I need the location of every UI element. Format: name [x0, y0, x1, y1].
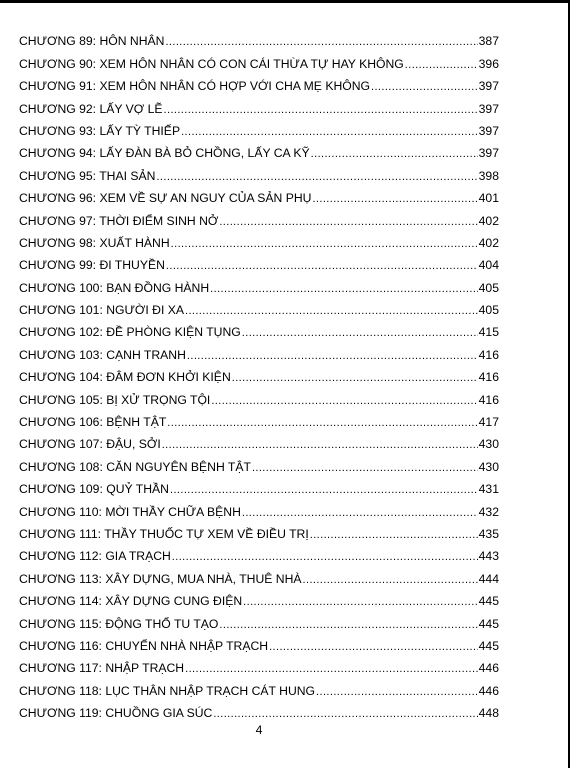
toc-entry-page: 416	[478, 370, 499, 385]
toc-entry	[19, 93, 499, 115]
toc-dot-leader	[210, 281, 477, 295]
toc-entry	[19, 474, 499, 496]
toc-dot-leader	[243, 594, 478, 608]
toc-entry-title: CHƯƠNG 116: CHUYỂN NHÀ NHẬP TRẠCH	[19, 638, 269, 653]
toc-entry	[19, 138, 499, 160]
toc-entry-page: 405	[478, 280, 499, 295]
toc-entry-title: CHƯƠNG 96: XEM VỀ SỰ AN NGUY CỦA SẢN PHỤ	[19, 191, 312, 206]
toc-entry	[19, 26, 499, 48]
toc-dot-leader	[405, 57, 478, 71]
toc-entry	[19, 407, 499, 429]
toc-entry	[19, 496, 499, 518]
toc-entry-title: CHƯƠNG 97: THỜI ĐIỂM SINH NỞ	[19, 213, 219, 228]
toc-entry-title: CHƯƠNG 109: QUỶ THẦN	[19, 482, 169, 497]
toc-entry-page: 417	[478, 415, 499, 430]
toc-entry	[19, 653, 499, 675]
toc-entry	[19, 250, 499, 272]
toc-entry-title: CHƯƠNG 118: LỤC THÂN NHẬP TRẠCH CÁT HUNG	[19, 683, 316, 698]
toc-dot-leader	[303, 572, 478, 586]
toc-dot-leader	[162, 437, 478, 451]
toc-entry-title: CHƯƠNG 117: NHẬP TRẠCH	[19, 661, 185, 676]
toc-entry-page: 446	[478, 683, 499, 698]
toc-dot-leader	[171, 236, 478, 250]
toc-entry-title: CHƯƠNG 101: NGƯỜI ĐI XA	[19, 303, 184, 318]
top-border-rule	[0, 0, 570, 3]
toc-entry-title: CHƯƠNG 99: ĐI THUYỀN	[19, 258, 165, 273]
toc-entry	[19, 362, 499, 384]
toc-entry-page: 430	[478, 459, 499, 474]
toc-dot-leader	[185, 303, 478, 317]
toc-entry	[19, 339, 499, 361]
toc-dot-leader	[213, 706, 477, 720]
toc-dot-leader	[172, 549, 478, 563]
toc-entry-title: CHƯƠNG 89: HÔN NHÂN	[19, 34, 165, 49]
toc-dot-leader	[311, 146, 478, 160]
toc-entry-page: 435	[478, 526, 499, 541]
toc-dot-leader	[252, 460, 478, 474]
toc-entry-title: CHƯƠNG 108: CĂN NGUYÊN BỆNH TẬT	[19, 459, 251, 474]
toc-entry-page: 415	[478, 325, 499, 340]
toc-entry	[19, 586, 499, 608]
toc-entry-page: 445	[478, 638, 499, 653]
toc-dot-leader	[181, 124, 478, 138]
toc-dot-leader	[219, 214, 477, 228]
toc-entry	[19, 160, 499, 182]
toc-dot-leader	[167, 415, 477, 429]
toc-entry	[19, 519, 499, 541]
toc-entry-page: 446	[478, 661, 499, 676]
toc-dot-leader	[156, 169, 477, 183]
toc-entry-page: 445	[478, 616, 499, 631]
toc-entry-page: 416	[478, 347, 499, 362]
toc-entry-page: 445	[478, 594, 499, 609]
toc-entry-page: 397	[478, 123, 499, 138]
table-of-contents	[19, 26, 499, 720]
toc-entry-title: CHƯƠNG 102: ĐỀ PHÒNG KIỆN TỤNG	[19, 325, 241, 340]
toc-entry	[19, 228, 499, 250]
toc-entry-title: CHƯƠNG 93: LẤY TỲ THIẾP	[19, 123, 181, 138]
toc-dot-leader	[312, 191, 477, 205]
toc-entry	[19, 429, 499, 451]
toc-entry-title: CHƯƠNG 107: ĐẬU, SỞI	[19, 437, 161, 452]
toc-entry-title: CHƯƠNG 119: CHUỒNG GIA SÚC	[19, 706, 213, 721]
toc-entry-title: CHƯƠNG 91: XEM HÔN NHÂN CÓ HỢP VỚI CHA MẸ KHÔNG	[19, 79, 371, 94]
toc-dot-leader	[164, 102, 478, 116]
toc-dot-leader	[316, 684, 478, 698]
toc-entry-title: CHƯƠNG 92: LẤY VỢ LẼ	[19, 101, 163, 116]
toc-entry	[19, 183, 499, 205]
toc-entry	[19, 698, 499, 720]
toc-entry	[19, 451, 499, 473]
toc-dot-leader	[232, 370, 478, 384]
toc-entry	[19, 205, 499, 227]
toc-entry-page: 431	[478, 482, 499, 497]
toc-entry-title: CHƯƠNG 113: XÂY DỰNG, MUA NHÀ, THUÊ NHÀ	[19, 571, 302, 586]
toc-entry	[19, 71, 499, 93]
toc-entry-page: 430	[478, 437, 499, 452]
toc-dot-leader	[211, 393, 477, 407]
toc-entry	[19, 295, 499, 317]
toc-entry	[19, 675, 499, 697]
toc-entry-title: CHƯƠNG 103: CẠNH TRANH	[19, 347, 186, 362]
toc-entry-title: CHƯƠNG 104: ĐÂM ĐƠN KHỞI KIỆN	[19, 370, 231, 385]
toc-entry-page: 443	[478, 549, 499, 564]
toc-entry	[19, 317, 499, 339]
toc-entry	[19, 272, 499, 294]
toc-entry-title: CHƯƠNG 112: GIA TRẠCH	[19, 549, 171, 564]
toc-entry-title: CHƯƠNG 106: BỆNH TẬT	[19, 415, 167, 430]
toc-entry-title: CHƯƠNG 110: MỜI THẦY CHỮA BỆNH	[19, 504, 241, 519]
page-number: 4	[255, 723, 263, 737]
toc-entry	[19, 48, 499, 70]
toc-dot-leader	[242, 325, 478, 339]
toc-dot-leader	[219, 617, 477, 631]
toc-entry-page: 397	[478, 146, 499, 161]
toc-entry	[19, 608, 499, 630]
toc-entry-title: CHƯƠNG 95: THAI SẢN	[19, 168, 156, 183]
toc-entry-title: CHƯƠNG 98: XUẤT HÀNH	[19, 235, 170, 250]
toc-entry-page: 444	[478, 571, 499, 586]
toc-dot-leader	[170, 482, 478, 496]
toc-entry-title: CHƯƠNG 114: XÂY DỰNG CUNG ĐIỆN	[19, 594, 243, 609]
toc-entry-title: CHƯƠNG 100: BẠN ĐỒNG HÀNH	[19, 280, 210, 295]
toc-entry-page: 398	[478, 168, 499, 183]
toc-entry-page: 416	[478, 392, 499, 407]
toc-entry-page: 401	[478, 191, 499, 206]
toc-entry-title: CHƯƠNG 94: LẤY ĐÀN BÀ BỎ CHỒNG, LẤY CA KỸ	[19, 146, 310, 161]
toc-dot-leader	[242, 505, 478, 519]
toc-entry-page: 405	[478, 303, 499, 318]
toc-dot-leader	[185, 661, 478, 675]
toc-entry-page: 397	[478, 101, 499, 116]
toc-entry-page: 404	[478, 258, 499, 273]
toc-entry-page: 432	[478, 504, 499, 519]
toc-entry-title: CHƯƠNG 111: THẦY THUỐC TỰ XEM VỀ ĐIỀU TRỊ	[19, 526, 309, 541]
toc-entry-page: 448	[478, 706, 499, 721]
toc-entry-title: CHƯƠNG 105: BỊ XỬ TRỌNG TỘI	[19, 392, 211, 407]
toc-entry	[19, 541, 499, 563]
toc-dot-leader	[371, 79, 478, 93]
toc-entry-page: 402	[478, 235, 499, 250]
toc-entry-page: 387	[478, 34, 499, 49]
toc-entry-page: 402	[478, 213, 499, 228]
toc-entry	[19, 563, 499, 585]
toc-entry	[19, 116, 499, 138]
toc-dot-leader	[310, 527, 478, 541]
toc-entry-title: CHƯƠNG 115: ĐỘNG THỔ TU TẠO	[19, 616, 219, 631]
toc-entry-page: 396	[478, 56, 499, 71]
toc-dot-leader	[165, 34, 477, 48]
toc-entry-page: 397	[478, 79, 499, 94]
toc-dot-leader	[166, 258, 478, 272]
toc-entry	[19, 631, 499, 653]
toc-entry-title: CHƯƠNG 90: XEM HÔN NHÂN CÓ CON CÁI THỪA TỰ HAY KHÔNG	[19, 56, 404, 71]
toc-dot-leader	[187, 348, 478, 362]
toc-entry	[19, 384, 499, 406]
toc-dot-leader	[269, 639, 478, 653]
